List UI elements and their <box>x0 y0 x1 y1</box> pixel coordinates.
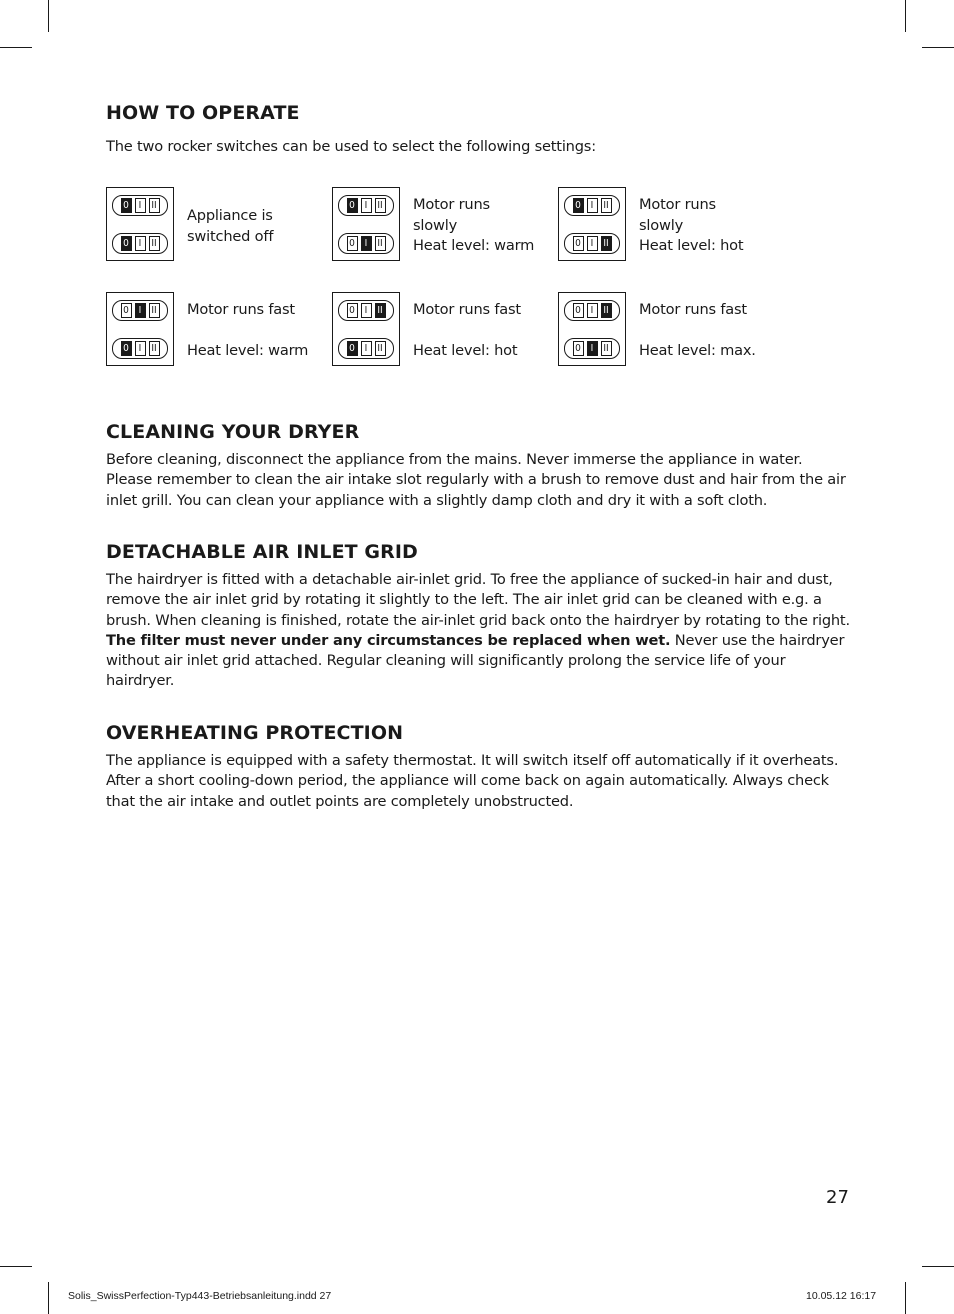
motor-switch <box>564 300 620 321</box>
rocker-switch-diagram <box>558 187 626 261</box>
switch-position: I <box>587 303 598 318</box>
grid-text-part1: The hairdryer is fitted with a detachable air-inlet grid. To free the appliance of sucked-in hair and dust, remove the air inlet grid by rotating it slightly to the left. The air inlet grid can be cleaned with e.g. a brush. When cleaning is finished, rotate the air-inlet grid back onto the hairdryer by rotating to the right. <box>106 571 850 629</box>
setting-6 <box>558 292 783 368</box>
setting-label-line: switched off <box>187 227 274 245</box>
switch-position: I <box>361 303 372 318</box>
switch-position: 0 <box>573 198 584 213</box>
section-title-cleaning: CLEANING YOUR DRYER <box>106 421 360 443</box>
grid-text-part2: Never use the hairdryer without air inlet grid attached. Regular cleaning will significantly prolong the service life of your hairdryer. <box>106 631 845 690</box>
switch-position: I <box>135 303 146 318</box>
footer-filename: Solis_SwissPerfection-Typ443-Betriebsanleitung.indd 27 <box>68 1290 332 1302</box>
switch-position: 0 <box>121 303 132 318</box>
crop-mark <box>0 47 32 48</box>
footer-timestamp: 10.05.12 16:17 <box>806 1290 877 1302</box>
switch-position: II <box>601 236 612 251</box>
switch-position: 0 <box>573 341 584 356</box>
switch-position: I <box>135 198 146 213</box>
crop-mark <box>922 47 954 48</box>
switch-position: I <box>135 236 146 251</box>
switch-position: II <box>601 198 612 213</box>
setting-label <box>187 300 337 362</box>
crop-mark <box>905 0 906 32</box>
switch-position: I <box>361 236 372 251</box>
setting-label-line <box>413 321 563 342</box>
switch-position: 0 <box>347 303 358 318</box>
switch-position: 0 <box>347 341 358 356</box>
setting-label <box>187 206 337 247</box>
grid-text <box>106 570 851 692</box>
setting-1 <box>106 187 331 263</box>
switch-position: II <box>375 341 386 356</box>
cleaning-text: Before cleaning, disconnect the appliance from the mains. Never immerse the appliance in water. Please remember to clean the air intake slot regularly with a brush to remove dust and hair from the air inlet grill. You can clean your appliance with a slightly damp cloth and dry it with a soft cloth. <box>106 451 846 509</box>
switch-position: II <box>601 303 612 318</box>
section-title-operate: HOW TO OPERATE <box>106 102 300 124</box>
switch-position: II <box>375 198 386 213</box>
section-title-overheat: OVERHEATING PROTECTION <box>106 722 404 744</box>
heat-switch <box>112 338 168 359</box>
switch-position: I <box>135 341 146 356</box>
page-number: 27 <box>826 1187 849 1208</box>
setting-label-line: Heat level: hot <box>413 342 518 359</box>
motor-switch <box>564 195 620 216</box>
setting-3 <box>558 187 783 263</box>
motor-switch <box>338 300 394 321</box>
switch-position: 0 <box>347 198 358 213</box>
crop-mark <box>48 1282 49 1314</box>
switch-position: II <box>149 198 160 213</box>
setting-label-line: Heat level: warm <box>413 237 535 254</box>
switch-position: I <box>587 341 598 356</box>
setting-label-line: Appliance is <box>187 207 273 224</box>
switch-position: II <box>149 341 160 356</box>
rocker-switch-diagram <box>106 292 174 366</box>
setting-2 <box>332 187 557 263</box>
switch-position: I <box>361 198 372 213</box>
switch-position: 0 <box>121 236 132 251</box>
setting-label-line: Motor runs fast <box>187 301 295 318</box>
switch-position: 0 <box>573 236 584 251</box>
setting-label-line: Heat level: warm <box>187 342 309 359</box>
setting-label <box>413 300 563 362</box>
crop-mark <box>905 1282 906 1314</box>
overheat-text: The appliance is equipped with a safety thermostat. It will switch itself off automatically if it overheats. After a short cooling-down period, the appliance will come back on again automatically. Always check that the air intake and outlet points are completely unobstructed. <box>106 752 839 810</box>
setting-label <box>639 300 789 362</box>
crop-mark <box>0 1266 32 1267</box>
motor-switch <box>112 300 168 321</box>
setting-label-line: slowly <box>639 216 684 234</box>
rocker-switch-diagram <box>332 187 400 261</box>
switch-position: 0 <box>347 236 358 251</box>
switch-position: 0 <box>573 303 584 318</box>
setting-label-line: Motor runs fast <box>639 301 747 318</box>
setting-label <box>639 195 789 257</box>
switch-position: I <box>587 236 598 251</box>
setting-label-line: Motor runs <box>413 196 490 213</box>
section-title-grid: DETACHABLE AIR INLET GRID <box>106 541 418 563</box>
setting-label-line: Motor runs fast <box>413 301 521 318</box>
setting-label-line: Heat level: hot <box>639 237 744 254</box>
setting-5 <box>332 292 557 368</box>
switch-position: II <box>375 236 386 251</box>
motor-switch <box>338 195 394 216</box>
rocker-switch-diagram <box>106 187 174 261</box>
setting-4 <box>106 292 331 368</box>
setting-label <box>413 195 563 257</box>
setting-label-line: slowly <box>413 216 458 234</box>
grid-warning: The filter must never under any circumstances be replaced when wet. <box>106 631 671 649</box>
crop-mark <box>48 0 49 32</box>
heat-switch <box>338 233 394 254</box>
switch-position: II <box>601 341 612 356</box>
crop-mark <box>922 1266 954 1267</box>
switch-position: II <box>149 303 160 318</box>
setting-label-line <box>639 321 789 342</box>
rocker-switch-diagram <box>332 292 400 366</box>
switch-position: 0 <box>121 341 132 356</box>
setting-label-line: Heat level: max. <box>639 342 756 359</box>
setting-label-line <box>187 321 337 342</box>
heat-switch <box>564 233 620 254</box>
switch-position: II <box>149 236 160 251</box>
switch-position: 0 <box>121 198 132 213</box>
heat-switch <box>338 338 394 359</box>
switch-position: I <box>361 341 372 356</box>
motor-switch <box>112 195 168 216</box>
switch-position: II <box>375 303 386 318</box>
operate-intro: The two rocker switches can be used to select the following settings: <box>106 138 596 155</box>
setting-label-line: Motor runs <box>639 196 716 213</box>
rocker-switch-diagram <box>558 292 626 366</box>
heat-switch <box>564 338 620 359</box>
switch-position: I <box>587 198 598 213</box>
heat-switch <box>112 233 168 254</box>
